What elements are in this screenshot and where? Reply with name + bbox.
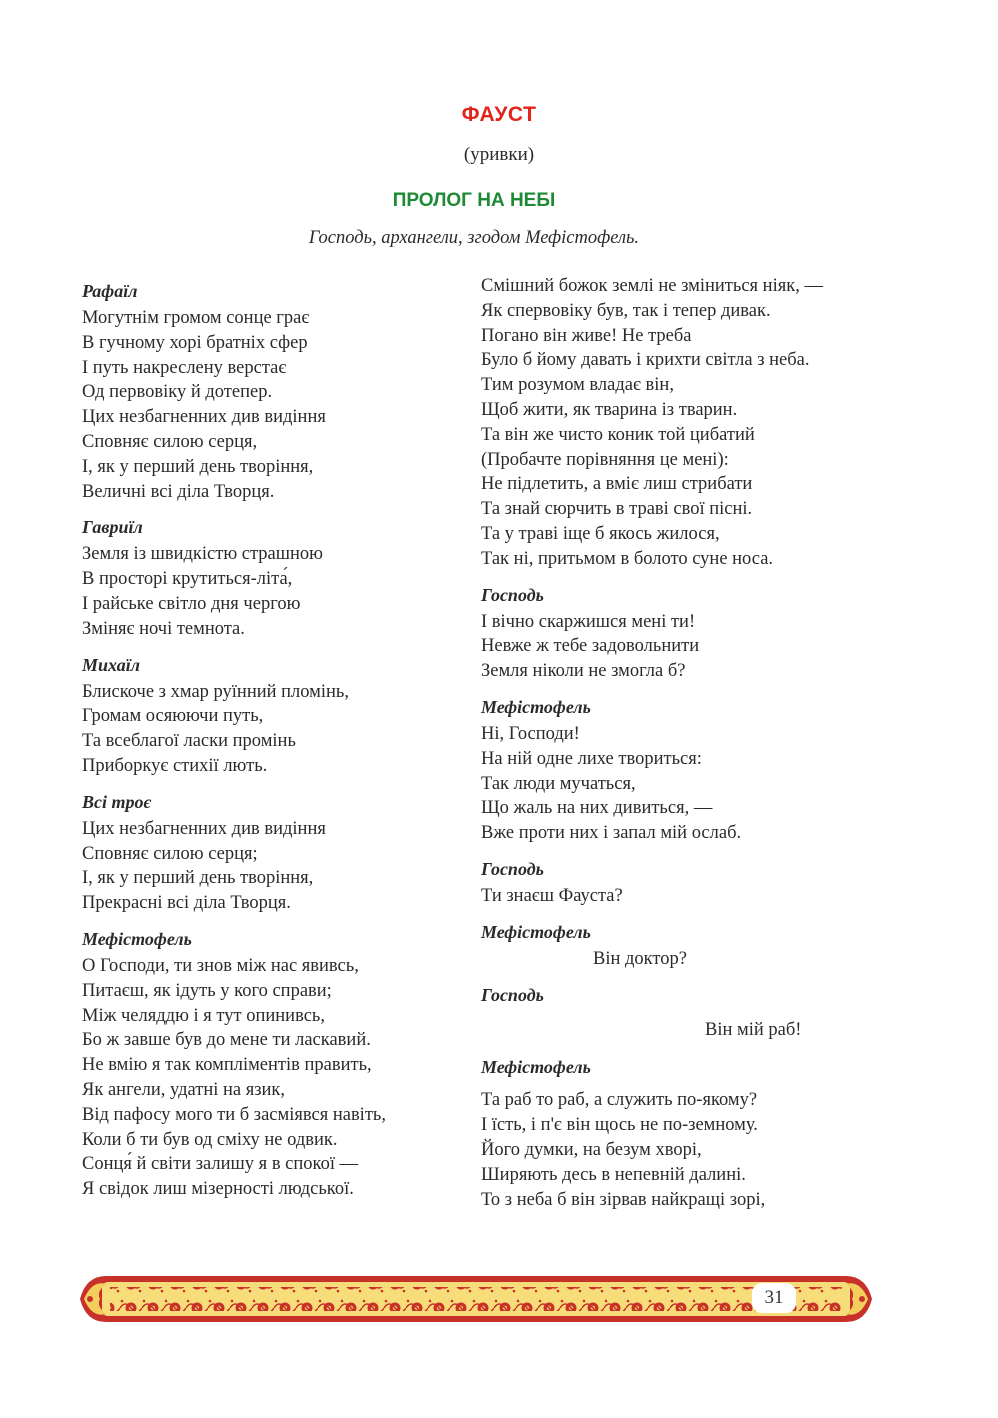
verse-line: В гучному хорі братніх сфер (82, 332, 308, 353)
verse-line: Зміняє ночі темнота. (82, 618, 245, 639)
speaker-label: Михаїл (82, 654, 141, 675)
verse-line: І, як у перший день творіння, (82, 456, 314, 477)
verse-line: Коли б ти був од сміху не одвик. (82, 1129, 338, 1150)
dramatis-personae: Господь, архангели, згодом Мефістофель. (308, 228, 640, 248)
verse-line: О Господи, ти знов між нас явивсь, (82, 955, 359, 976)
stanza (481, 917, 881, 972)
verse-line: Питаєш, як ідуть у кого справи; (82, 980, 332, 1001)
left-column (82, 272, 472, 1210)
verse-line: Сповняє силою серця, (82, 431, 258, 452)
verse-line: Я свідок лиш мізерності людської. (82, 1179, 354, 1200)
section-title: ПРОЛОГ НА НЕБІ (392, 190, 556, 211)
verse-line: Прекрасні всі діла Творця. (82, 893, 291, 914)
verse-line: (Пробачте порівняння це мені): (481, 449, 729, 470)
speaker-label: Господь (481, 584, 544, 605)
verse-line: Смішний божок землі не зміниться ніяк, — (481, 276, 823, 296)
verse-line: Від пафосу мого ти б засміявся навіть, (82, 1104, 386, 1125)
speaker-label: Мефістофель (481, 921, 591, 942)
verse-line: Вже проти них і запал мій ослаб. (481, 823, 742, 844)
speaker-label: Господь (481, 984, 544, 1005)
verse-line: Земля ніколи не змогла б? (481, 661, 686, 682)
speaker-label: Мефістофель (481, 696, 591, 717)
verse-line: Та раб то раб, а служить по-якому? (481, 1090, 758, 1111)
speaker-label: Мефістофель (481, 1057, 591, 1078)
stanza (481, 980, 881, 1043)
verse-line: Невже ж тебе задовольнити (481, 636, 700, 657)
page-number: 31 (752, 1283, 796, 1313)
verse-line: То з неба б він зірвав найкращі зорі, (481, 1189, 766, 1210)
verse-line: І путь накреслену верстає (82, 357, 287, 378)
page-title: ФАУСТ (461, 103, 537, 126)
verse-line: Та у траві іще б якось жилося, (481, 523, 720, 544)
verse-line: Земля із швидкістю страшною (82, 544, 323, 565)
verse-line: І райське світло дня чергою (82, 593, 301, 614)
stanza (481, 274, 881, 572)
verse-line: Цих незбагненних див видіння (82, 407, 326, 428)
verse-line: Як ангели, удатні на язик, (82, 1079, 286, 1100)
verse-line: Могутнім громом сонце грає (82, 308, 310, 328)
verse-line: Він мій раб! (705, 1019, 802, 1040)
stanza (481, 854, 881, 909)
speaker-label: Господь (481, 858, 544, 879)
verse-line: Між челяддю і я тут опинивсь, (82, 1005, 325, 1026)
verse-line: Щоб жити, як тварина із тварин. (481, 399, 738, 420)
speaker-label: Рафаїл (82, 281, 138, 301)
verse-line: Сповняє силою серця; (82, 843, 258, 864)
stanza (481, 580, 881, 684)
verse-line: Приборкує стихії лють. (82, 755, 268, 776)
verse-line: І вічно скаржишся мені ти! (481, 611, 696, 632)
verse-line: Погано він живе! Не треба (481, 325, 692, 346)
right-column (481, 272, 881, 1220)
verse-line: Громам осяюючи путь, (82, 706, 264, 727)
stanza (481, 692, 881, 846)
stanza (481, 1052, 881, 1212)
verse-line: Од первовіку й дотепер. (82, 382, 273, 403)
verse-line: Сонця́ й світи залишу я в спокої — (82, 1154, 359, 1175)
verse-line: Його думки, на безум хворі, (481, 1139, 702, 1160)
verse-line: Було б йому давать і крихти світла з неба. (481, 350, 810, 371)
verse-line: На ній одне лихе твориться: (481, 748, 702, 769)
verse-line: Бо ж завше був до мене ти ласкавий. (82, 1030, 371, 1051)
verse-line: Величні всі діла Творця. (82, 481, 275, 502)
speaker-label: Всі троє (82, 791, 151, 812)
stanza (82, 512, 472, 641)
verse-line: Так люди мучаться, (481, 773, 636, 794)
verse-line: Ширяють десь в непевній далині. (481, 1164, 746, 1185)
verse-line: Не вмію я так компліментів править, (82, 1055, 372, 1076)
verse-line: Так ні, притьмом в болото суне носа. (481, 548, 774, 569)
stanza (82, 650, 472, 779)
stanza (82, 787, 472, 916)
verse-line: І, як у перший день творіння, (82, 868, 314, 889)
verse-line: І їсть, і п'є він щось не по-земному. (481, 1115, 758, 1136)
verse-line: Та всеблагої ласки промінь (82, 731, 296, 752)
verse-line: Та знай сюрчить в траві свої пісні. (481, 499, 753, 520)
verse-line: Та він же чисто коник той цибатий (481, 424, 755, 445)
verse-line: В просторі крутиться-літа́, (82, 569, 293, 590)
subtitle: (уривки) (463, 144, 535, 165)
stanza (82, 276, 472, 504)
verse-line: Тим розумом владає він, (481, 375, 674, 396)
verse-line: Блискоче з хмар руїнний пломінь, (82, 681, 349, 702)
verse-line: Цих незбагненних див видіння (82, 818, 326, 839)
speaker-label: Мефістофель (82, 928, 192, 949)
verse-line: Що жаль на них дивиться, — (481, 798, 713, 819)
speaker-label: Гавриїл (82, 517, 143, 538)
stanza (82, 924, 472, 1202)
verse-line: Не підлетить, а вміє лиш стрибати (481, 474, 753, 495)
verse-line: Ти знаєш Фауста? (481, 885, 623, 906)
verse-line: Він доктор? (593, 948, 687, 969)
verse-line: Як спервовіку був, так і тепер дивак. (481, 300, 771, 321)
verse-line: Ні, Господи! (481, 723, 580, 744)
